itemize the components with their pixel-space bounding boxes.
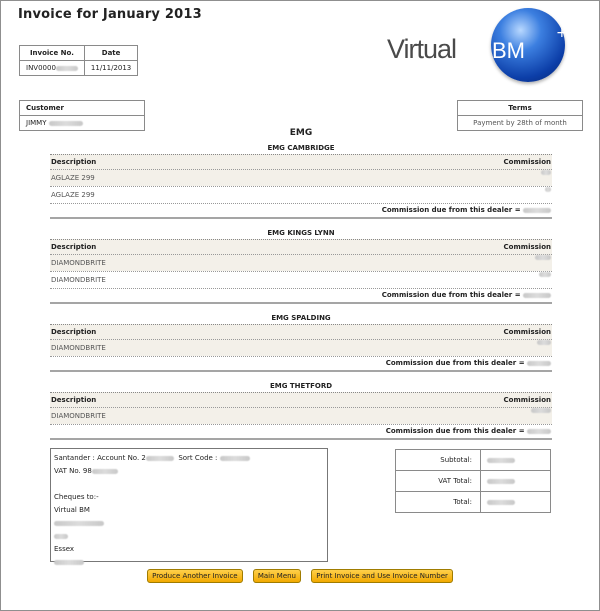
invoice-details-table [19, 45, 138, 76]
vat-number-label: VAT No. 98 [54, 467, 92, 475]
county: Essex [54, 545, 75, 553]
item-description: AGLAZE 299 [51, 174, 95, 182]
commission-header: Commission [503, 158, 551, 166]
item-description: DIAMONDBRITE [51, 276, 106, 284]
section-divider [50, 217, 552, 219]
dealer-table-header [50, 154, 552, 169]
bank-line-row [54, 452, 324, 465]
redacted-text [56, 66, 78, 71]
invoice-date-header: Date [84, 46, 137, 61]
total-value [481, 492, 551, 513]
invoice-number-cell [20, 61, 85, 76]
redacted-text [220, 456, 250, 461]
invoice-date: 11/11/2013 [84, 61, 137, 76]
payee-company: Virtual BM [54, 506, 90, 514]
line-item [50, 186, 552, 203]
redacted-text [487, 458, 515, 463]
terms-value: Payment by 28th of month [458, 116, 583, 131]
commission-due-label: Commission due from this dealer = [385, 359, 525, 367]
vat-line-row [54, 465, 324, 478]
dealer-section [50, 228, 552, 304]
redacted-text [146, 456, 174, 461]
commission-due-row [50, 356, 552, 369]
line-item [50, 339, 552, 356]
dealer-table-header [50, 392, 552, 407]
vat-row [396, 471, 551, 492]
redacted-text [523, 208, 551, 213]
payment-info-box [50, 448, 328, 562]
sort-code-label: Sort Code : [178, 454, 218, 462]
line-item [50, 407, 552, 424]
redacted-text [531, 408, 551, 413]
section-divider [50, 302, 552, 304]
commission-due-row [50, 288, 552, 301]
action-buttons [0, 569, 600, 583]
company-logo [384, 8, 570, 88]
description-header: Description [51, 243, 97, 251]
commission-header: Commission [503, 243, 551, 251]
commission-due-row [50, 424, 552, 437]
commission-header: Commission [503, 328, 551, 336]
subtotal-row [396, 450, 551, 471]
redacted-text [537, 340, 551, 345]
dealer-name: EMG THETFORD [269, 382, 333, 390]
total-label: Total: [396, 492, 481, 513]
line-item [50, 169, 552, 186]
redacted-text [545, 187, 551, 192]
total-row [396, 492, 551, 513]
redacted-text [535, 255, 551, 260]
redacted-text [539, 272, 551, 277]
terms-table [457, 100, 583, 131]
vat-total-label: VAT Total: [396, 471, 481, 492]
line-item [50, 271, 552, 288]
item-description: DIAMONDBRITE [51, 344, 106, 352]
description-header: Description [51, 158, 97, 166]
line-item [50, 254, 552, 271]
vat-total-value [481, 471, 551, 492]
redacted-text [487, 500, 515, 505]
dealer-name: EMG KINGS LYNN [267, 229, 335, 237]
dealer-name: EMG SPALDING [271, 314, 331, 322]
print-invoice-button[interactable]: Print Invoice and Use Invoice Number [311, 569, 453, 583]
address-line [54, 530, 324, 543]
redacted-text [54, 560, 84, 565]
invoice-number: INV0000 [26, 64, 56, 72]
logo-plus: + [556, 25, 568, 41]
logo-sphere-text: BM [492, 38, 525, 63]
customer-name: JIMMY [26, 119, 47, 127]
item-description: DIAMONDBRITE [51, 412, 106, 420]
dealer-section [50, 313, 552, 372]
redacted-text [49, 121, 83, 126]
redacted-text [54, 521, 104, 526]
produce-another-invoice-button[interactable]: Produce Another Invoice [147, 569, 243, 583]
item-description: DIAMONDBRITE [51, 259, 106, 267]
cheques-to-label: Cheques to:- [54, 493, 99, 501]
terms-header: Terms [458, 101, 583, 116]
subtotal-value [481, 450, 551, 471]
dealer-section [50, 143, 552, 219]
commission-due-label: Commission due from this dealer = [381, 206, 521, 214]
bank-account-label: Santander : Account No. 2 [54, 454, 146, 462]
dealer-name: EMG CAMBRIDGE [267, 144, 335, 152]
redacted-text [541, 170, 551, 175]
logo-word: Virtual [387, 34, 457, 64]
redacted-text [527, 429, 551, 434]
totals-table [395, 449, 551, 513]
redacted-text [487, 479, 515, 484]
redacted-text [54, 534, 68, 539]
page-title: Invoice for January 2013 [18, 7, 202, 22]
customer-header: Customer [20, 101, 145, 116]
address-line [54, 517, 324, 530]
description-header: Description [51, 396, 97, 404]
customer-table [19, 100, 145, 131]
address-line [54, 556, 324, 569]
redacted-text [523, 293, 551, 298]
group-title: EMG [289, 128, 313, 138]
main-menu-button[interactable]: Main Menu [253, 569, 301, 583]
dealer-table-header [50, 239, 552, 254]
item-description: AGLAZE 299 [51, 191, 95, 199]
redacted-text [92, 469, 118, 474]
description-header: Description [51, 328, 97, 336]
commission-due-label: Commission due from this dealer = [381, 291, 521, 299]
commission-due-label: Commission due from this dealer = [385, 427, 525, 435]
commission-header: Commission [503, 396, 551, 404]
commission-due-row [50, 203, 552, 216]
section-divider [50, 370, 552, 372]
section-divider [50, 438, 552, 440]
dealer-section [50, 381, 552, 440]
dealer-table-header [50, 324, 552, 339]
invoice-number-header: Invoice No. [20, 46, 85, 61]
redacted-text [527, 361, 551, 366]
subtotal-label: Subtotal: [396, 450, 481, 471]
